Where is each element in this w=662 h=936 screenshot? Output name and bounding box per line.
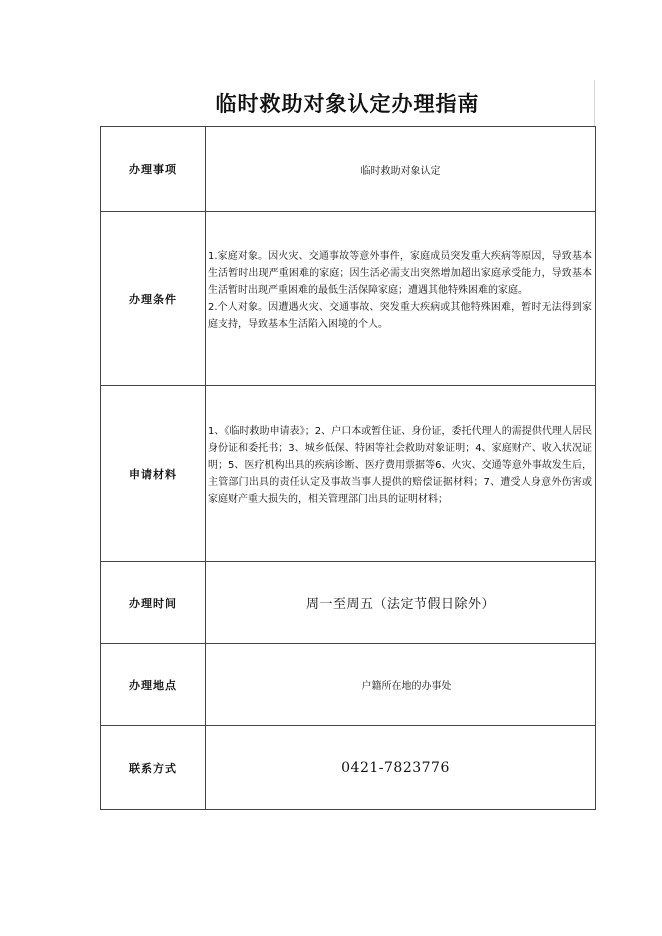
- guide-table: [100, 126, 596, 810]
- contact-phone: 0421-7823776: [341, 759, 450, 776]
- label-conditions: 办理条件: [101, 212, 206, 386]
- page-title: 临时救助对象认定办理指南: [215, 91, 480, 116]
- location-text: 户籍所在地的办事处: [361, 681, 452, 692]
- row-item: [101, 127, 596, 212]
- row-location: [101, 644, 596, 726]
- value-time: [206, 562, 596, 644]
- conditions-paragraph-2: 2.个人对象。因遭遇火灾、交通事故、突发重大疾病或其他特殊困难，暂时无法得到家庭支持，导致基本生活陷入困境的个人。: [208, 302, 592, 330]
- label-time: 办理时间: [101, 562, 206, 644]
- label-location: 办理地点: [101, 644, 206, 726]
- value-item: [206, 127, 596, 212]
- value-location: [206, 644, 596, 726]
- label-materials: 申请材料: [101, 386, 206, 562]
- row-conditions: [101, 212, 596, 386]
- row-time: [101, 562, 596, 644]
- value-contact: [206, 726, 596, 810]
- label-contact: 联系方式: [101, 726, 206, 810]
- row-materials: [101, 386, 596, 562]
- row-contact: [101, 726, 596, 810]
- conditions-paragraph-1: 1.家庭对象。因火灾、交通事故等意外事件，家庭成员突发重大疾病等原因，导致基本生活暂时出现严重困难的家庭；因生活必需支出突然增加超出家庭承受能力，导致基本生活暂时出现严重困难的最低生活保障家庭；遭遇其他特殊困难的家庭。: [208, 251, 592, 296]
- time-text: 周一至周五（法定节假日除外）: [305, 597, 495, 612]
- materials-text: 1、《临时救助申请表》；2、户口本或暂住证、身份证，委托代理人的需提供代理人居民身份证和委托书；3、城乡低保、特困等社会救助对象证明；4、家庭财产、收入状况证明；5、医疗机构出具的疾病诊断、医疗费用票据等6、火灾、交通等意外事故发生后，主管部门出具的责任认定及事故当事人提供的赔偿证据材料；7、遭受人身意外伤害或家庭财产重大损失的，相关管理部门出具的证明材料；: [208, 426, 592, 505]
- label-item: 办理事项: [101, 127, 206, 212]
- value-conditions: [206, 212, 596, 386]
- item-text: 临时救助对象认定: [360, 165, 441, 177]
- value-materials: [206, 386, 596, 562]
